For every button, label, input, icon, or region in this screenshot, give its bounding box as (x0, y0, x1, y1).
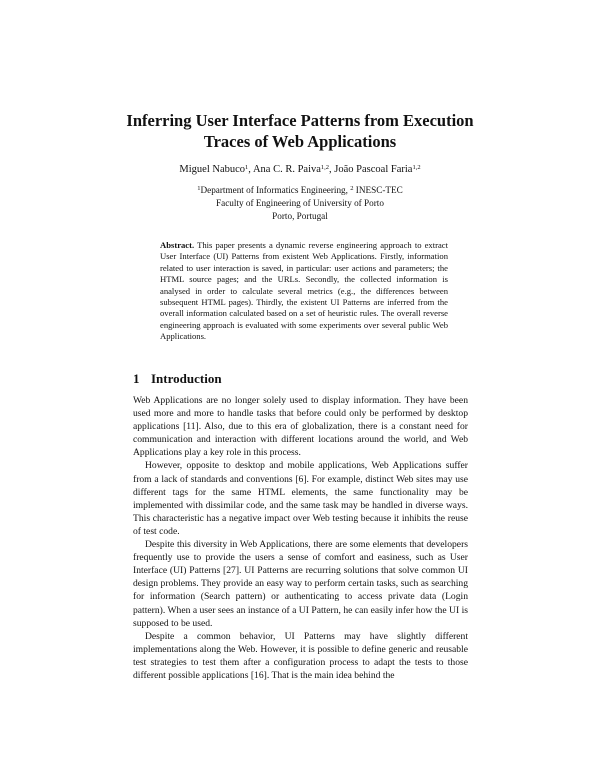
affiliation-dept: Department of Informatics Engineering, (200, 185, 351, 195)
author-name: Ana C. R. Paiva (252, 164, 321, 175)
author-separator: , (329, 164, 335, 175)
affil-mark: 1 (197, 185, 201, 192)
affil-mark: 2 (350, 185, 354, 192)
author-list (60, 163, 540, 177)
affiliation-line-2: Faculty of Engineering of University of Porto (216, 198, 384, 209)
author-name: João Pascoal Faria (334, 164, 413, 175)
author-affil-mark: 1 (245, 164, 249, 171)
author-affil-mark: 1,2 (320, 164, 330, 171)
abstract (160, 240, 448, 343)
paper-title (100, 110, 500, 152)
section-title: Introduction (151, 371, 222, 386)
author-affil-mark: 1,2 (412, 164, 421, 171)
author-name: Miguel Nabuco (179, 164, 246, 175)
body-paragraph: However, opposite to desktop and mobile applications, Web Applications suffer from a lack of standards and conventions [6]. For example, distinct Web sites may use different tags for the same HTML elements, the same functionality may be implemented with dissimilar code, and the same task may be handled in diverse ways. This characteristic has a negative impact over Web testing because it inhibits the reuse of test code. (133, 460, 468, 537)
author-separator: , (248, 164, 253, 175)
affiliation-line-3: Porto, Portugal (272, 211, 328, 222)
section-number: 1 (133, 371, 140, 386)
title-line-1: Inferring User Interface Patterns from Execution (126, 111, 474, 130)
abstract-text: This paper presents a dynamic reverse engineering approach to extract User Interface (UI) Patterns from existent Web Applications. Firstly, information related to user interaction is saved, in particular: user actions and parameters; the HTML source pages; and the URLs. Secondly, the collected information is analysed in order to calculate several metrics (e.g., the differences between subsequent HTML pages). Thirdly, the existent UI Patterns are inferred from the overall information calculated based on a set of heuristic rules. The overall reverse engineering approach is evaluated with some experiments over several public Web Applications. (160, 240, 448, 342)
affiliation-block (120, 184, 480, 224)
title-line-2: Traces of Web Applications (203, 132, 397, 151)
section-heading (133, 371, 222, 387)
body-paragraph: Despite this diversity in Web Applications, there are some elements that developers frequently use to provide the users a sense of comfort and easiness, such as User Interface (UI) Patterns [27]. UI Patterns are recurring solutions that solve common UI design problems. They provide an easy way to perform certain tasks, such as searching for information (Search pattern) or authenticating to access private data (Login pattern). When a user sees an instance of a UI Pattern, he can easily infer how the UI is supposed to be used. (133, 539, 468, 629)
affiliation-inst: INESC-TEC (353, 185, 403, 195)
body-paragraph: Web Applications are no longer solely used to display information. They have been used more and more to handle tasks that before could only be performed by desktop applications [11]. Also, due to this era of globalization, there is a constant need for communication and interaction with different locations around the world, and Web Applications play a key role in this process. (133, 395, 468, 459)
abstract-label: Abstract. (160, 240, 195, 250)
affiliation-line-1 (120, 184, 480, 197)
body-paragraph: Despite a common behavior, UI Patterns may have slightly different implementations along the Web. However, it is possible to define generic and reusable test strategies to test them after a configuration process to adapt the tests to those different possible applications [16]. That is the main idea behind the (133, 630, 468, 681)
section-body (133, 394, 468, 682)
